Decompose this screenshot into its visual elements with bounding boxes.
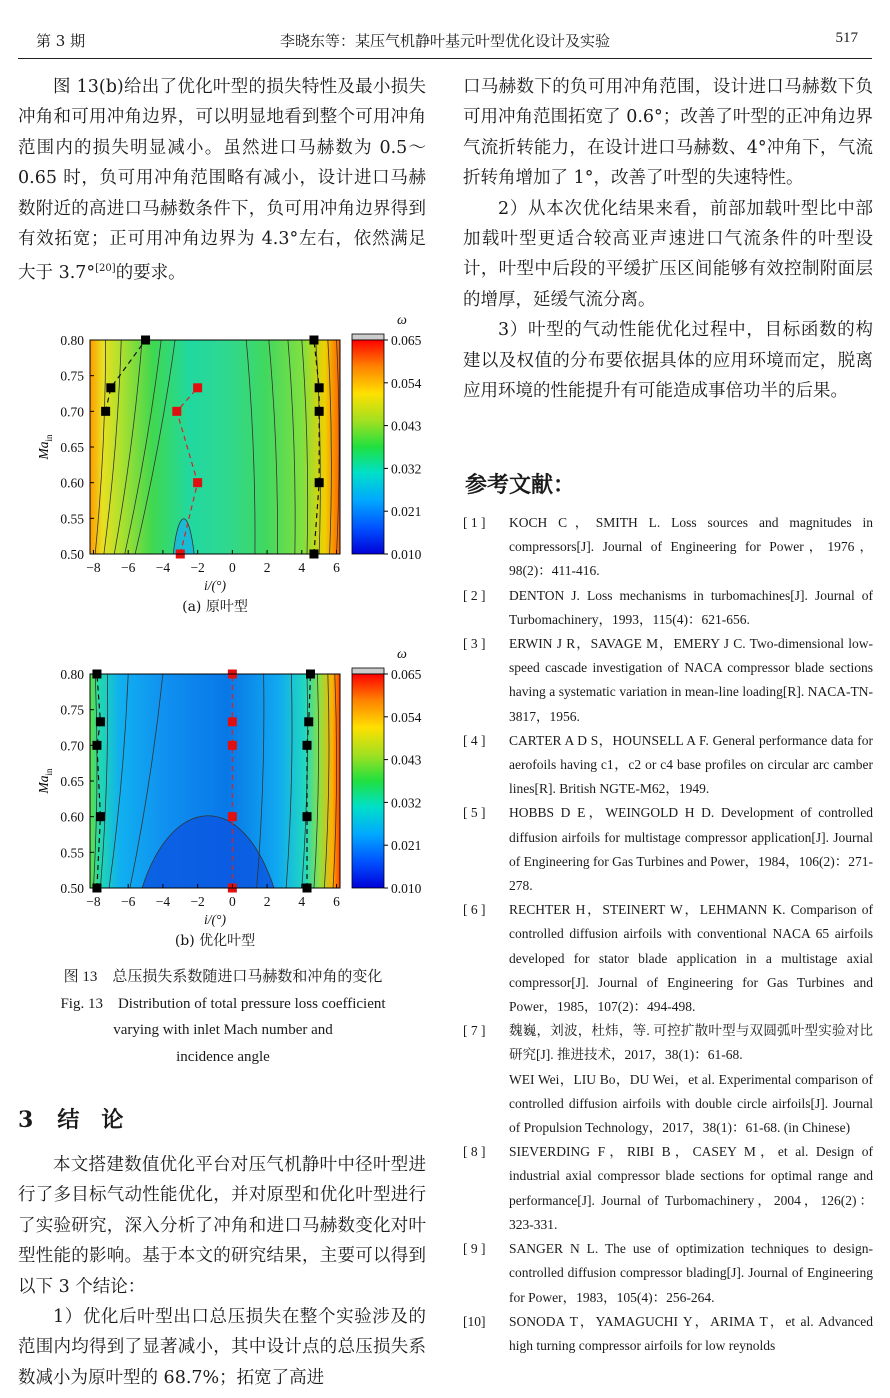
boundary-marker <box>303 741 312 750</box>
colorbar-title: ω <box>397 313 407 328</box>
y-tick-label: 0.75 <box>60 368 84 384</box>
reference-text: CARTER A D S，HOUNSELL A F. General performance data for aerofoils having c1，c2 or c4 base profiles on circular arc camber lines[R]. British NGTE-M62，1949. <box>509 732 873 797</box>
section-title: 结论 <box>57 1107 146 1133</box>
colorbar-tick-label: 0.054 <box>391 375 422 391</box>
paragraph-text: 的要求。 <box>115 263 186 284</box>
min-loss-marker <box>193 478 202 487</box>
references-heading: 参考文献： <box>465 472 576 498</box>
paragraph: 本文搭建数值优化平台对压气机静叶中径叶型进行了多目标气动性能优化，并对原型和优化叶型进行了实验研究，深入分析了冲角和进口马赫数变化对叶型性能的影响。基于本文的研究结果，主要可以得到以下 3 个结论： <box>18 1155 426 1297</box>
x-tick-label: 0 <box>228 894 236 909</box>
y-axis-label: $Ma_{in}$ <box>36 768 54 794</box>
x-tick-label: −2 <box>190 894 205 909</box>
min-loss-marker <box>228 717 237 726</box>
colorbar-title: ω <box>397 647 407 662</box>
reference-number: [ 9 ] <box>463 1241 486 1257</box>
x-tick-label: −2 <box>190 560 205 575</box>
running-header <box>0 0 890 60</box>
paragraph: 2）从本次优化结果来看，前部加载叶型比中部加载叶型更适合较高亚声速进口气流条件的叶型设计，叶型中后段的平缓扩压区间能够有效控制附面层的增厚，延缓气流分离。 <box>463 198 873 310</box>
left-column-paragraph <box>18 72 426 289</box>
reference-number: [ 7 ] <box>463 1023 486 1039</box>
min-loss-marker <box>193 383 202 392</box>
x-tick-label: −8 <box>86 560 101 575</box>
x-tick-label: 6 <box>333 894 340 909</box>
reference-item <box>463 1237 873 1310</box>
x-tick-label: −4 <box>155 894 171 909</box>
x-tick-label: −6 <box>121 894 136 909</box>
caption-text: incidence angle <box>176 1048 270 1065</box>
reference-number: [ 1 ] <box>463 515 486 530</box>
min-loss-marker <box>228 812 237 821</box>
header-rule <box>18 58 872 59</box>
y-tick-label: 0.65 <box>60 774 84 789</box>
reference-text: SANGER N L. The use of optimization techniques to design-controlled diffusion compressor blading[J]. Journal of Engineering for Power，1983，105(4)：256-264. <box>509 1241 873 1305</box>
caption-text: varying with inlet Mach number and <box>113 1022 333 1038</box>
section-heading <box>18 1103 145 1134</box>
boundary-marker <box>106 383 115 392</box>
subplot-label: (b) 优化叶型 <box>174 933 256 949</box>
colorbar-tick-label: 0.043 <box>391 418 422 434</box>
reference-item <box>463 898 873 1019</box>
reference-text: DENTON J. Loss mechanisms in turbomachines[J]. Journal of Turbomachinery，1993，115(4)：621-656. <box>509 587 873 627</box>
contour-plot-b <box>36 647 422 949</box>
colorbar-cap <box>352 334 384 340</box>
paragraph: 3）叶型的气动性能优化过程中，目标函数的构建以及权值的分布要依据具体的应用环境而定，脱离应用环境的性能提升有可能造成事倍功半的后果。 <box>463 320 873 402</box>
citation: [20] <box>95 263 116 275</box>
reference-text: ERWIN J R，SAVAGE M，EMERY J C. Two-dimensional low-speed cascade investigation of NACA compressor blade sections having a systematic variation in mean-line loading[R]. NACA-TN-3817，1956. <box>509 636 873 724</box>
running-title: 李晓东等：某压气机静叶基元叶型优化设计及实验 <box>279 32 610 50</box>
caption-text: 总压损失系数随进口马赫数和冲角的变化 <box>112 969 383 985</box>
x-tick-label: −6 <box>121 560 136 575</box>
boundary-marker <box>315 407 324 416</box>
x-tick-label: 2 <box>263 894 271 909</box>
colorbar <box>352 674 384 888</box>
reference-number: [ 6 ] <box>463 902 486 918</box>
colorbar-tick-label: 0.032 <box>391 461 422 477</box>
colorbar-tick-label: 0.065 <box>391 333 422 348</box>
conclusion-text <box>18 1150 426 1393</box>
x-axis-label: i/(°) <box>204 578 226 593</box>
contour-field <box>90 340 340 554</box>
paragraph: 1）优化后叶型出口总压损失在整个实验涉及的范围内均得到了显著减小，其中设计点的总压损失系数减小为原叶型的 68.7%；拓宽了高进 <box>18 1307 426 1388</box>
min-loss-marker <box>172 407 181 416</box>
right-column-text <box>463 72 873 406</box>
figure-caption <box>18 964 428 1070</box>
y-tick-label: 0.80 <box>60 667 84 682</box>
caption-text: Distribution of total pressure loss coefficient <box>117 995 386 1012</box>
x-tick-label: 4 <box>298 560 306 575</box>
y-tick-label: 0.70 <box>60 404 84 420</box>
reference-number: [ 5 ] <box>463 805 486 821</box>
reference-text: SIEVERDING F，RIBI B，CASEY M，et al. Design of industrial axial compressor blade sections for optimal range and performance[J]. Journal of Turbomachinery，2004，126(2)：323-331. <box>509 1144 873 1232</box>
x-tick-label: 6 <box>333 560 340 575</box>
min-loss-marker <box>228 741 237 750</box>
reference-item <box>463 1019 873 1140</box>
y-tick-label: 0.60 <box>60 475 84 491</box>
boundary-marker <box>101 407 110 416</box>
figure-13 <box>18 300 428 960</box>
boundary-marker <box>96 812 105 821</box>
reference-list <box>463 511 873 1358</box>
y-tick-label: 0.55 <box>60 845 84 861</box>
x-tick-label: −4 <box>155 560 171 575</box>
boundary-marker <box>303 812 312 821</box>
reference-item <box>463 1310 873 1358</box>
reference-item <box>463 632 873 729</box>
caption-number: Fig. 13 <box>60 995 103 1012</box>
contour-plot-a <box>36 313 422 615</box>
x-tick-label: 0 <box>228 560 236 575</box>
y-tick-label: 0.50 <box>60 547 84 562</box>
reference-text: HOBBS D E，WEINGOLD H D. Development of controlled diffusion airfoils for multistage compressor application[J]. Journal of Engineering for Gas Turbines and Power，1984，106(2)：271-278. <box>509 805 873 894</box>
reference-text: RECHTER H，STEINERT W，LEHMANN K. Comparison of controlled diffusion airfoils with conventional NACA 65 airfoils developed for stator blade application in a multistage axial compressor[J]. Journal of Engineering for Gas Turbines and Power，1985，107(2)：494-498. <box>509 902 873 1015</box>
paragraph: 口马赫数下的负可用冲角范围，设计进口马赫数下负可用冲角范围拓宽了 0.6°；改善了叶型的正冲角边界气流折转能力，在设计进口马赫数、4°冲角下，气流折转角增加了 1°，改善了叶型的失速特性。 <box>463 77 873 189</box>
x-tick-label: 4 <box>298 894 306 909</box>
colorbar-tick-label: 0.021 <box>391 838 422 854</box>
reference-text: SONODA T，YAMAGUCHI Y，ARIMA T，et al. Advanced high turning compressor airfoils for low reynolds <box>509 1313 873 1353</box>
reference-number: [ 3 ] <box>463 636 486 652</box>
y-tick-label: 0.60 <box>60 809 84 825</box>
caption-cn <box>18 964 428 991</box>
section-number: 3 <box>18 1107 34 1133</box>
x-tick-label: 2 <box>263 560 271 575</box>
colorbar-tick-label: 0.065 <box>391 667 422 682</box>
y-tick-label: 0.55 <box>60 511 84 527</box>
reference-item <box>463 729 873 802</box>
caption-en <box>18 991 428 1018</box>
reference-number: [ 8 ] <box>463 1144 486 1160</box>
caption-number: 图 13 <box>63 969 98 985</box>
boundary-marker <box>304 717 313 726</box>
y-axis-subscript: in <box>44 768 54 776</box>
subplot-label: (a) 原叶型 <box>182 599 248 615</box>
y-axis-label: $Ma_{in}$ <box>36 434 54 460</box>
reference-number: [ 2 ] <box>463 587 486 603</box>
boundary-marker <box>96 717 105 726</box>
colorbar-tick-label: 0.054 <box>391 709 422 725</box>
paragraph-text: 图 13(b)给出了优化叶型的损失特性及最小损失冲角和可用冲角边界，可以明显地看到整个可用冲角范围内的损失明显减小。虽然进口马赫数为 0.5～0.65 时，负可用冲角范围略有减小，设计进口马赫数附近的高进口马赫数条件下，负可用冲角边界得到有效拓宽；正可用冲角边界为 4.3°左右，依然满足大于 3.7° <box>18 77 426 284</box>
y-tick-label: 0.65 <box>60 440 84 455</box>
y-axis-subscript: in <box>44 434 54 442</box>
reference-item <box>463 584 873 632</box>
x-tick-label: −8 <box>86 894 101 909</box>
colorbar-cap <box>352 668 384 674</box>
page-number: 517 <box>835 30 858 46</box>
colorbar <box>352 340 384 554</box>
paragraph <box>18 72 426 289</box>
colorbar-tick-label: 0.021 <box>391 504 422 520</box>
x-axis-label: i/(°) <box>204 912 226 927</box>
reference-number: [10] <box>463 1313 486 1329</box>
boundary-marker <box>315 383 324 392</box>
boundary-marker <box>315 478 324 487</box>
y-tick-label: 0.70 <box>60 738 84 754</box>
y-tick-label: 0.80 <box>60 333 84 348</box>
y-tick-label: 0.50 <box>60 881 84 896</box>
reference-text: 魏巍，刘波，杜炜，等. 可控扩散叶型与双圆弧叶型实验对比研究[J]. 推进技术，2017，38(1)：61-68. <box>509 1023 873 1063</box>
colorbar-tick-label: 0.043 <box>391 752 422 768</box>
y-tick-label: 0.75 <box>60 702 84 718</box>
colorbar-tick-label: 0.032 <box>391 795 422 811</box>
issue-label: 第 3 期 <box>36 32 86 50</box>
colorbar-tick-label: 0.010 <box>391 547 422 562</box>
colorbar-tick-label: 0.010 <box>391 881 422 896</box>
reference-text-en: WEI Wei，LIU Bo，DU Wei，et al. Experimental comparison of controlled diffusion airfoils with double circle airfoils[J]. Journal of Propulsion Technology，2017，38(1)：61-68. (in Chinese) <box>509 1071 873 1136</box>
reference-text: KOCH C，SMITH L. Loss sources and magnitudes in compressors[J]. Journal of Engineering for Power，1976，98(2)：411-416. <box>509 515 873 579</box>
reference-item <box>463 1140 873 1237</box>
reference-item <box>463 801 873 898</box>
reference-number: [ 4 ] <box>463 732 486 748</box>
reference-item <box>463 511 873 584</box>
